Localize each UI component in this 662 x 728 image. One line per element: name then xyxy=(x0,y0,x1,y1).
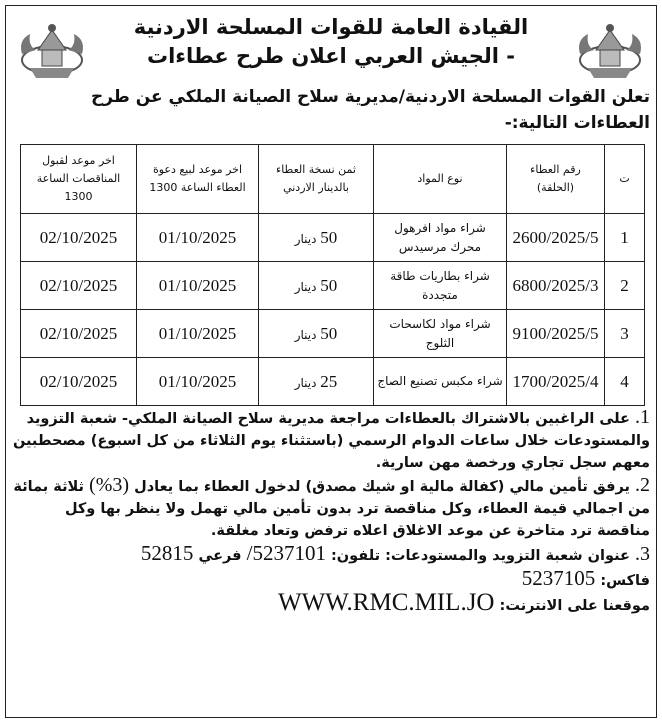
material: شراء مكبس تصنيع الصاج xyxy=(374,358,507,406)
submission-deadline: 02/10/2025 xyxy=(21,262,137,310)
header-tender-number: رقم العطاء (الحلقة) xyxy=(507,145,605,214)
clause-2-number: 2. xyxy=(635,474,650,496)
price-cell xyxy=(259,310,374,358)
clause-3-label: عنوان شعبة التزويد والمستودعات: تلفون: xyxy=(331,548,630,564)
table-row xyxy=(21,310,645,358)
tender-number: 6800/2025/3 xyxy=(507,262,605,310)
sale-deadline: 01/10/2025 xyxy=(137,214,259,262)
clause-2-percentage: (3%) xyxy=(89,474,130,496)
row-index: 1 xyxy=(605,214,645,262)
material: شراء مواد افرهول محرك مرسيدس xyxy=(374,214,507,262)
price-cell xyxy=(259,262,374,310)
header-material: نوع المواد xyxy=(374,145,507,214)
header-line-1: القيادة العامة للقوات المسلحة الاردنية xyxy=(133,15,529,39)
header-submission-deadline: اخر موعد لقبول المناقصات الساعة 1300 xyxy=(21,145,137,214)
price-value: 25 xyxy=(320,371,338,391)
submission-deadline: 02/10/2025 xyxy=(21,214,137,262)
material: شراء مواد لكاسحات الثلوج xyxy=(374,310,507,358)
armed-forces-emblem-left xyxy=(16,20,88,84)
material: شراء بطاريات طاقة متجددة xyxy=(374,262,507,310)
submission-deadline: 02/10/2025 xyxy=(21,310,137,358)
tender-number: 1700/2025/4 xyxy=(507,358,605,406)
row-index: 2 xyxy=(605,262,645,310)
price-value: 50 xyxy=(320,227,338,247)
clause-1 xyxy=(12,406,650,474)
extension-number: 52815 xyxy=(140,541,194,565)
header-price: ثمن نسخة العطاء بالدينار الاردني xyxy=(259,145,374,214)
phone-number: 5237101/ xyxy=(246,541,326,565)
website-url[interactable]: WWW.RMC.MIL.JO xyxy=(278,589,495,616)
tender-number: 9100/2025/5 xyxy=(507,310,605,358)
website-label: موقعنا على الانترنت: xyxy=(499,598,650,614)
price-value: 50 xyxy=(320,275,338,295)
sale-deadline: 01/10/2025 xyxy=(137,358,259,406)
intro-paragraph: تعلن القوات المسلحة الاردنية/مديرية سلاح الصيانة الملكي عن طرح العطاءات التالية:- xyxy=(90,87,650,133)
table-row xyxy=(21,358,645,406)
price-value: 50 xyxy=(320,323,338,343)
clause-2 xyxy=(12,474,650,542)
price-unit: دينار xyxy=(294,231,317,246)
tenders-table xyxy=(20,144,645,406)
table-row xyxy=(21,262,645,310)
row-index: 4 xyxy=(605,358,645,406)
clause-2-text-b: ثلاثة بمائة من اجمالي قيمة العطاء، وكل مناقصة ترد بدون تأمين مالي تهمل ولا ينظر بها وكل مناقصة ترد متاخرة عن موعد الاغلاق اعلاه ترفض وتعاد مغلقة. xyxy=(13,479,650,539)
tender-announcement xyxy=(5,5,657,718)
clause-1-text: على الراغبين بالاشتراك بالعطاءات مراجعة مديرية سلاح الصيانة الملكي- شعبة التزويد والمستودعات خلال ساعات الدوام الرسمي (باستثناء يوم الثلاثاء من كل اسبوع) مصحطبين معهم سجل تجاري ورخصة مهن سارية. xyxy=(12,411,650,471)
price-unit: دينار xyxy=(294,327,317,342)
price-unit: دينار xyxy=(294,375,317,390)
armed-forces-emblem-right xyxy=(574,20,646,84)
fax-label: فاكس: xyxy=(600,573,650,589)
clause-1-number: 1. xyxy=(635,406,650,428)
table-header-row xyxy=(21,145,645,214)
terms-section xyxy=(12,406,650,617)
table-row xyxy=(21,214,645,262)
price-cell xyxy=(259,214,374,262)
price-unit: دينار xyxy=(294,279,317,294)
clause-3-number: 3. xyxy=(635,543,650,565)
clause-2-text-a: يرفق تأمين مالي (كفالة مالية او شيك مصدق) لدخول العطاء بما يعادل xyxy=(134,479,630,495)
clause-3 xyxy=(12,542,650,617)
announcement-header xyxy=(96,12,566,70)
price-cell xyxy=(259,358,374,406)
submission-deadline: 02/10/2025 xyxy=(21,358,137,406)
sale-deadline: 01/10/2025 xyxy=(137,262,259,310)
tender-number: 2600/2025/5 xyxy=(507,214,605,262)
header-sale-deadline: اخر موعد لبيع دعوة العطاء الساعة 1300 xyxy=(137,145,259,214)
fax-number: 5237105 xyxy=(521,566,596,590)
header-index: ت xyxy=(605,145,645,214)
sale-deadline: 01/10/2025 xyxy=(137,310,259,358)
header-line-2: - الجيش العربي اعلان طرح عطاءات xyxy=(147,44,515,68)
row-index: 3 xyxy=(605,310,645,358)
extension-label: فرعي xyxy=(198,548,242,564)
